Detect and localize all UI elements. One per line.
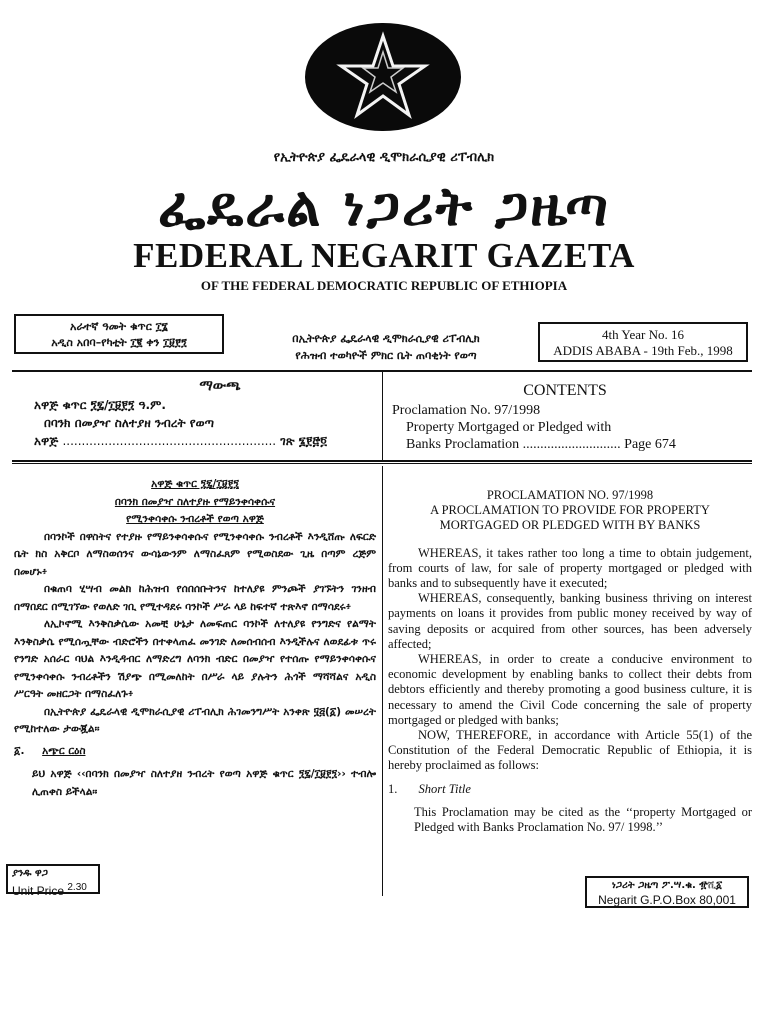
- contents-am-dots: ........................................................: [62, 434, 277, 448]
- po-box: [585, 876, 749, 908]
- issue-date-english: ADDIS ABABA - 19th Feb., 1998: [553, 343, 733, 358]
- unit-price-amharic: ያንዱ ዋጋ: [12, 868, 48, 879]
- gazette-subtitle: OF THE FEDERAL DEMOCRATIC REPUBLIC OF ETHIOPIA: [200, 278, 568, 293]
- unit-price-label: Unit Price: [12, 884, 65, 898]
- am-paragraph-4: በኢትዮጵያ ፌዴራላዊ ዲሞክራሲያዊ ሪፐብሊክ ሕገመንግሥት አንቀጽ ፶፭(፩) መሠረት የሚከተለው ታውጇል።: [14, 705, 376, 735]
- body-column-divider: [382, 466, 383, 896]
- contents-en-dots: ............................: [522, 437, 621, 452]
- am-heading-3: የሚንቀሳቀሱ ንብረቶች የወጣ አዋጅ: [126, 513, 264, 525]
- contents-en-line-2: Property Mortgaged or Pledged with: [406, 420, 612, 435]
- unit-price-value: 2.30: [67, 882, 87, 893]
- en-paragraph-2: WHEREAS, consequently, banking business thriving on interest payments on loans it provides from public money received by way of saving deposits or acquired from other sources, has been adversely affected;: [388, 591, 752, 651]
- contents-column-divider: [382, 372, 383, 462]
- contents-amharic: [34, 396, 374, 450]
- po-box-amharic: ነጋሪት ጋዜጣ ፖ.ሣ.ቁ. ፹ሺ፩: [611, 880, 723, 891]
- en-section-number: 1.: [388, 781, 398, 796]
- en-paragraph-3: WHEREAS, in order to create a conducive environment to economic development by enabling banks to collect their debts from debtors efficiently and thereby promoting a good business culture, it is necessary to amend the Civil Code concerning the sale of property mortgaged or pledged with banks;: [388, 652, 752, 727]
- am-paragraph-3: ለኢኮኖሚ እንቅስቃሴው አመቺ ሁኔታ ለመፍጠር ባንኮች ለተለያዩ የንግድና የልማት እንቅስቃሴ የሚሰጧቸው ብድሮችን በተቀላጠፈ መንገድ ለመሰብሰብ እንዲችሉና ለወደፊቱ ጥሩ የንግድ አሰራር ባህል እንዲዳብር ለማድረግ ለባንክ ብድር በመያዣ የተሰጡ የማይንቀሳቀሱና የሚንቀሳቀሱ ንብረቶችን ሽያጭ በሚመለከት በሥራ ላይ ያሉትን ሕጎች ማሻሻልና አዲስ ሥርዓት መዘርጋት በማስፈለጉ፥: [14, 618, 376, 700]
- contents-am-label: አዋጅ: [34, 434, 59, 448]
- authority-line: [246, 330, 526, 364]
- contents-heading-english: CONTENTS: [523, 382, 607, 399]
- amharic-column: [14, 476, 376, 801]
- issue-number-english: 4th Year No. 16: [602, 327, 684, 342]
- en-paragraph-4: NOW, THEREFORE, in accordance with Article 55(1) of the Constitution of the Federal Democratic Republic of Ethiopia, it is hereby proclaimed as follows:: [388, 728, 752, 773]
- am-section-number: ፩.: [14, 744, 25, 757]
- po-box-english: Negarit G.P.O.Box 80,001: [598, 893, 736, 907]
- en-section-body: This Proclamation may be cited as the ‘‘property Mortgaged or Pledged with Banks Proclamation No. 97/ 1998.’’: [414, 804, 752, 835]
- contents-en-page: Page 674: [624, 437, 676, 452]
- am-heading-2: በባንክ በመያዣ ስለተያዙ የማይንቀሳቀሱና: [114, 495, 276, 508]
- en-heading-2: A PROCLAMATION TO PROVIDE FOR PROPERTY: [430, 503, 710, 518]
- en-section-title: Short Title: [418, 781, 471, 796]
- contents-am-line-1: አዋጅ ቁጥር ፺፯/፲፱፻፺ ዓ.ም.: [34, 398, 166, 412]
- issue-box-amharic: [14, 314, 224, 354]
- am-paragraph-1: በባንኮች በዋስትና የተያዙ የማይንቀሳቀሱና የሚንቀሳቀሱ ንብረቶች እንዲሸጡ ለፍርድ ቤት ክስ አቅርቦ ለማስወሰንና ውሳኔውንም ለማስፈጸም የሚወስደው ጊዜ በጣም ረጅም በመሆኑ፥: [14, 530, 376, 578]
- republic-name-amharic: የኢትዮጵያ ፌዴራላዊ ዲሞክራሲያዊ ሪፐብሊክ: [273, 150, 495, 165]
- issue-date-amharic: አዲስ አበባ–የካቲት ፲፪ ቀን ፲፱፻፺: [51, 336, 187, 349]
- contents-en-label: Banks Proclamation: [406, 437, 520, 452]
- national-emblem: [304, 22, 462, 132]
- authority-line-1: በኢትዮጵያ ፌዴራላዊ ዲሞክራሲያዊ ሪፐብሊክ: [292, 332, 480, 345]
- unit-price-box: [6, 864, 100, 898]
- am-paragraph-2: በቁጠባ ሂሣብ መልክ ከሕዝብ የሰበሰቡትንና ከተለያዩ ምንጮች ያገኙትን ገንዘብ በማበደር በሚገኘው የወለድ ገቢ የሚተዳደሩ ባንኮች ሥራ ላይ ከፍተኛ ተጽእኖ በማሳደሩ፥: [14, 583, 376, 613]
- gazette-title-english: FEDERAL NEGARIT GAZETA: [133, 236, 635, 275]
- am-section-body: ይህ አዋጅ ‹‹በባንክ በመያዣ ስለተያዘ ንብረት የወጣ አዋጅ ቁጥር ፺፯/፲፱፻፺›› ተብሎ ሊጠቀስ ይችላል።: [32, 768, 376, 798]
- contents-divider-thin: [12, 463, 752, 464]
- contents-am-page: ገጽ ፮፻፸፬: [280, 434, 328, 448]
- issue-number-amharic: አራተኛ ዓመት ቁጥር ፲፮: [70, 320, 168, 333]
- authority-line-2: የሕዝብ ተወካዮች ምክር ቤት ጠባቂነት የወጣ: [295, 349, 477, 362]
- english-column: [388, 488, 752, 835]
- contents-en-line-1: Proclamation No. 97/1998: [392, 403, 541, 418]
- issue-box-english: [538, 322, 748, 362]
- en-heading-1: PROCLAMATION NO. 97/1998: [486, 488, 654, 502]
- am-heading-1: አዋጅ ቁጥር ፺፯/፲፱፻፺: [151, 478, 239, 490]
- contents-english: [392, 402, 748, 453]
- am-section-title: አጭር ርዕስ: [42, 744, 86, 757]
- en-paragraph-1: WHEREAS, it takes rather too long a time to obtain judgement, from courts of law, for sale of property mortgaged or pledged with banks and to subsequently have it executed;: [388, 545, 752, 591]
- contents-am-line-2: በባንክ በመያዣ ስለተያዘ ንብረት የወጣ: [44, 416, 215, 430]
- contents-heading-amharic: ማውጫ: [199, 378, 241, 394]
- gazette-title-amharic: ፌዴራል ነጋሪት ጋዜጣ: [157, 175, 611, 238]
- en-heading-3: MORTGAGED OR PLEDGED WITH BY BANKS: [439, 518, 701, 533]
